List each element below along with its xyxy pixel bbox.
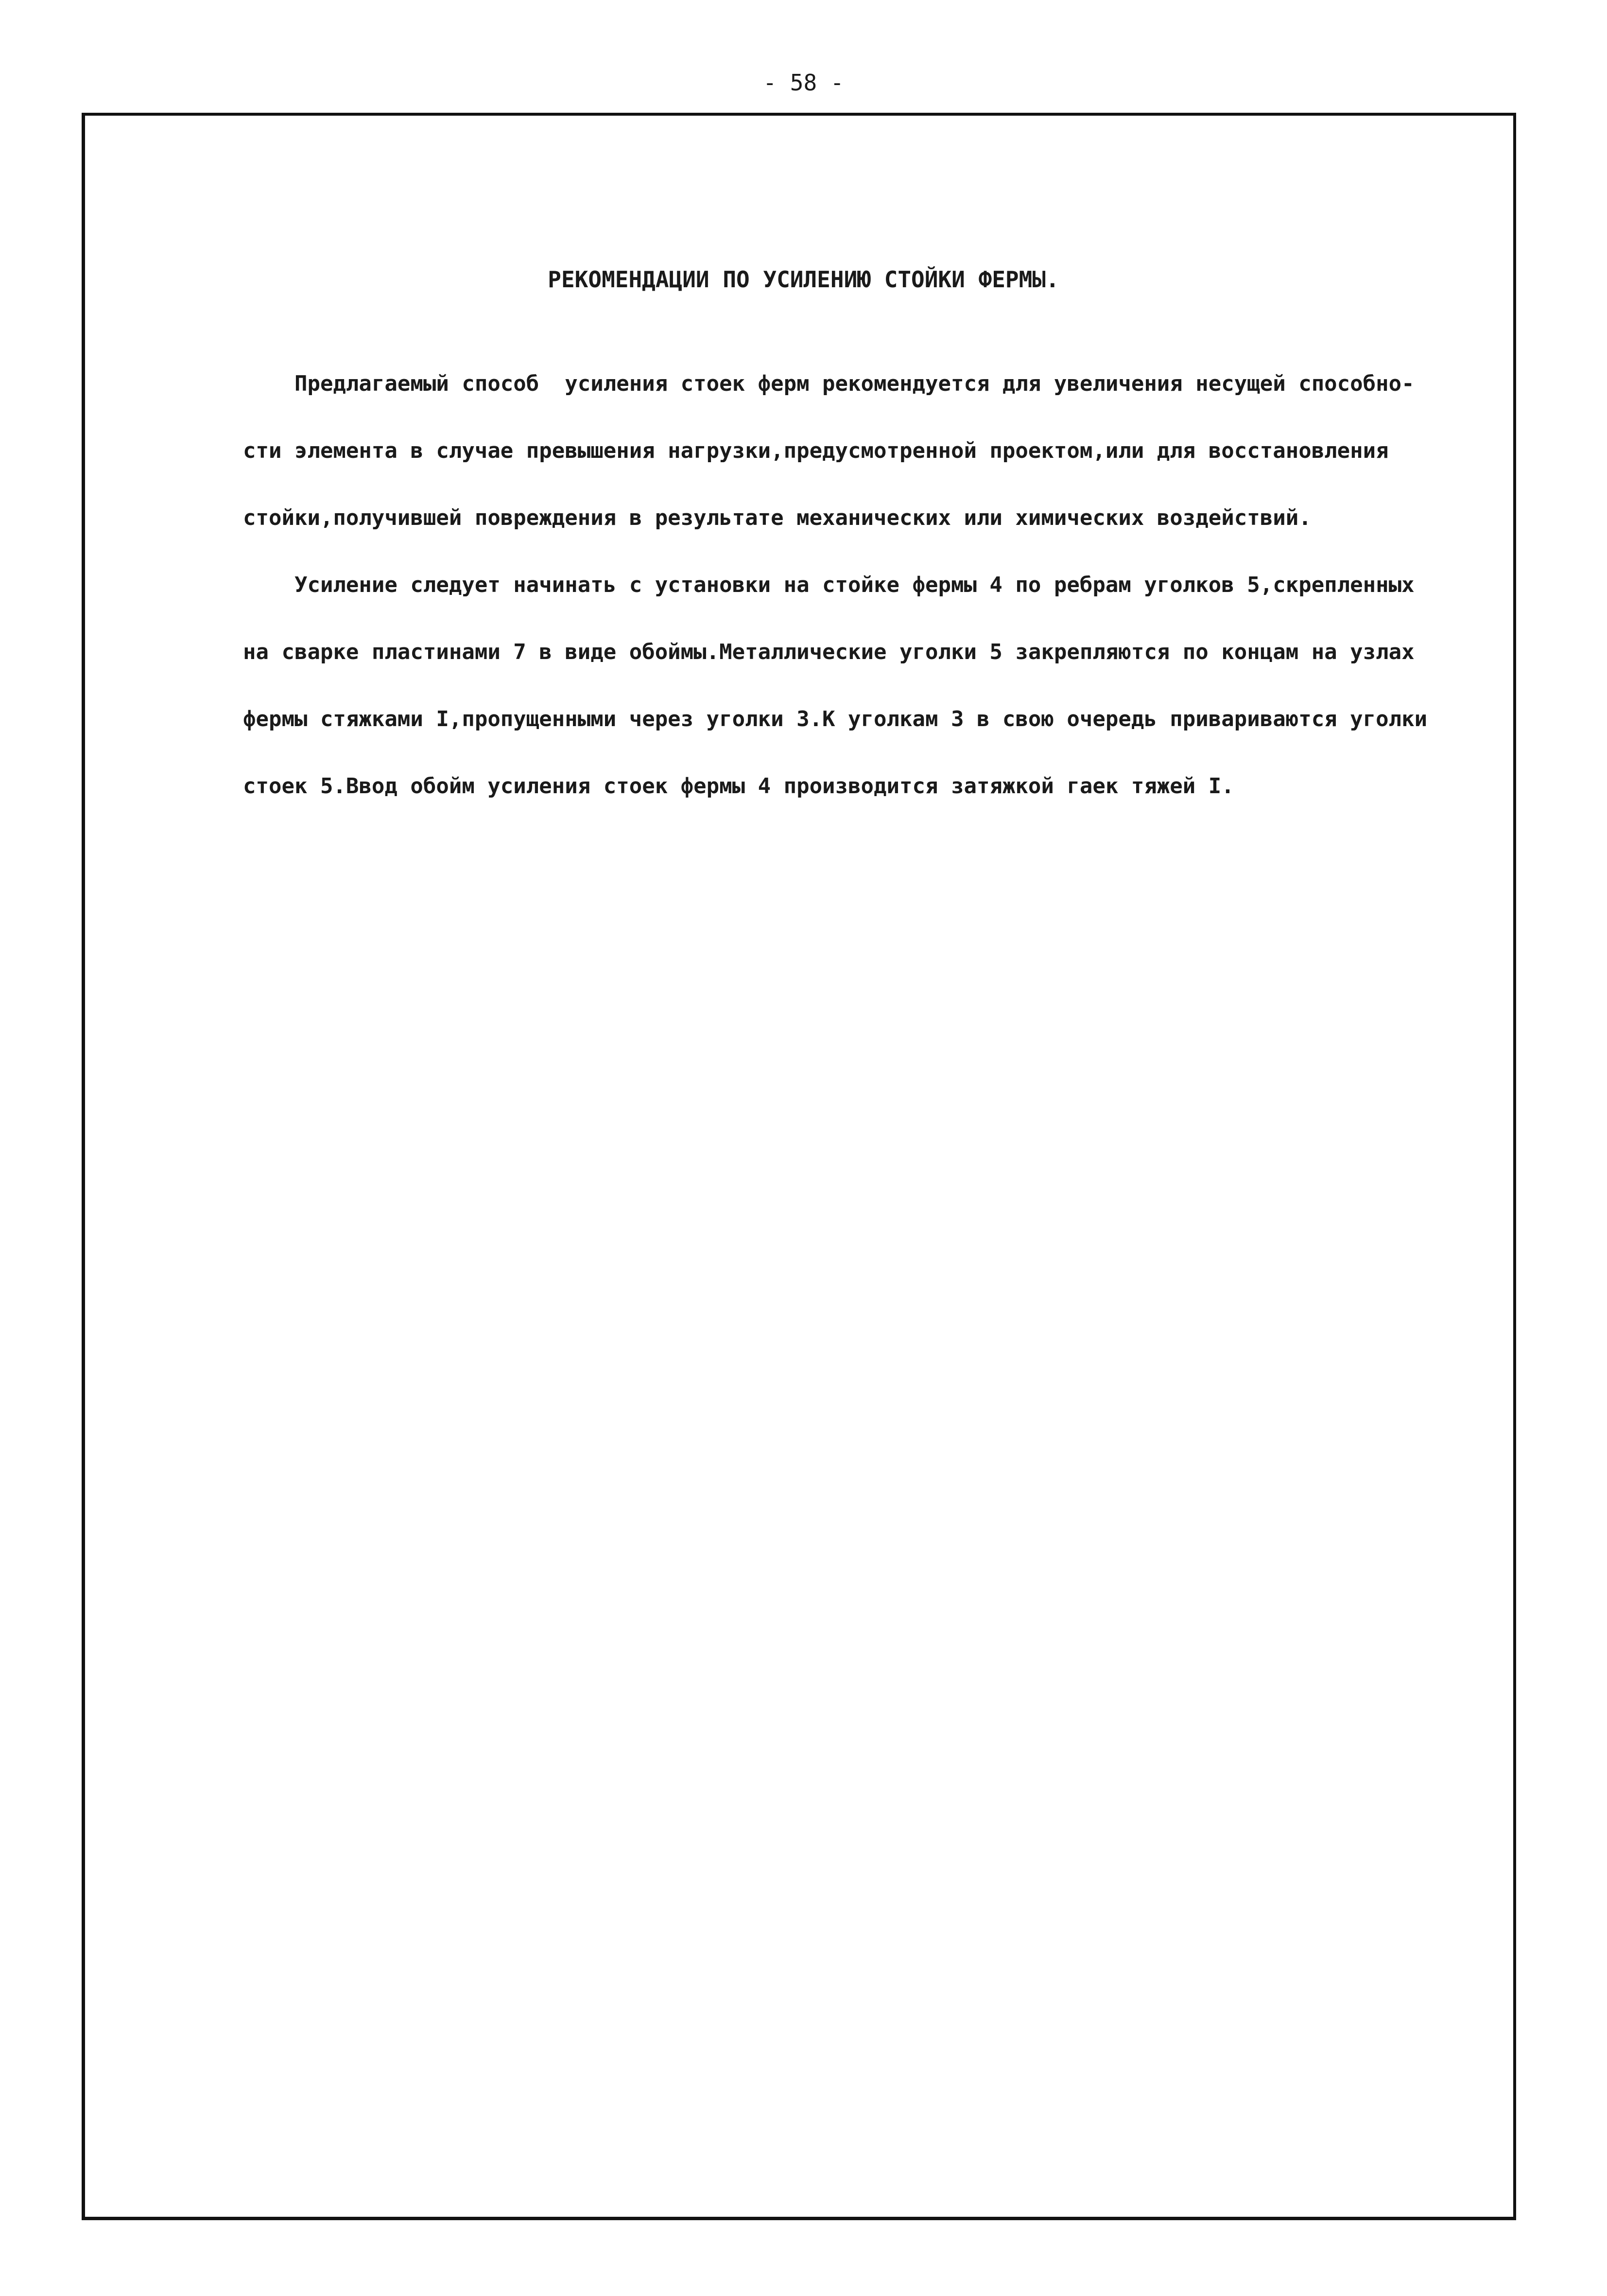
paragraph-line: Предлагаемый способ усиления стоек ферм рекомендуется для увеличения несущей способно- bbox=[243, 371, 1415, 396]
paragraph-line: на сварке пластинами 7 в виде обоймы.Металлические уголки 5 закрепляются по концам на узлах bbox=[243, 640, 1415, 664]
section-title: РЕКОМЕНДАЦИИ ПО УСИЛЕНИЮ СТОЙКИ ФЕРМЫ. bbox=[548, 266, 1059, 293]
paragraph-line: Усиление следует начинать с установки на стойке фермы 4 по ребрам уголков 5,скрепленных bbox=[243, 573, 1415, 597]
paragraph-line: сти элемента в случае превышения нагрузки,предусмотренной проектом,или для восстановления bbox=[243, 438, 1389, 463]
page-frame bbox=[82, 113, 1516, 2220]
paragraph-line: фермы стяжками I,пропущенными через уголки 3.К уголкам 3 в свою очередь привариваются уголки bbox=[243, 707, 1428, 731]
page-number: - 58 - bbox=[763, 70, 844, 96]
paragraph-line: стоек 5.Ввод обойм усиления стоек фермы 4 производится затяжкой гаек тяжей I. bbox=[243, 774, 1234, 799]
paragraph-line: стойки,получившей повреждения в результате механических или химических воздействий. bbox=[243, 505, 1312, 530]
